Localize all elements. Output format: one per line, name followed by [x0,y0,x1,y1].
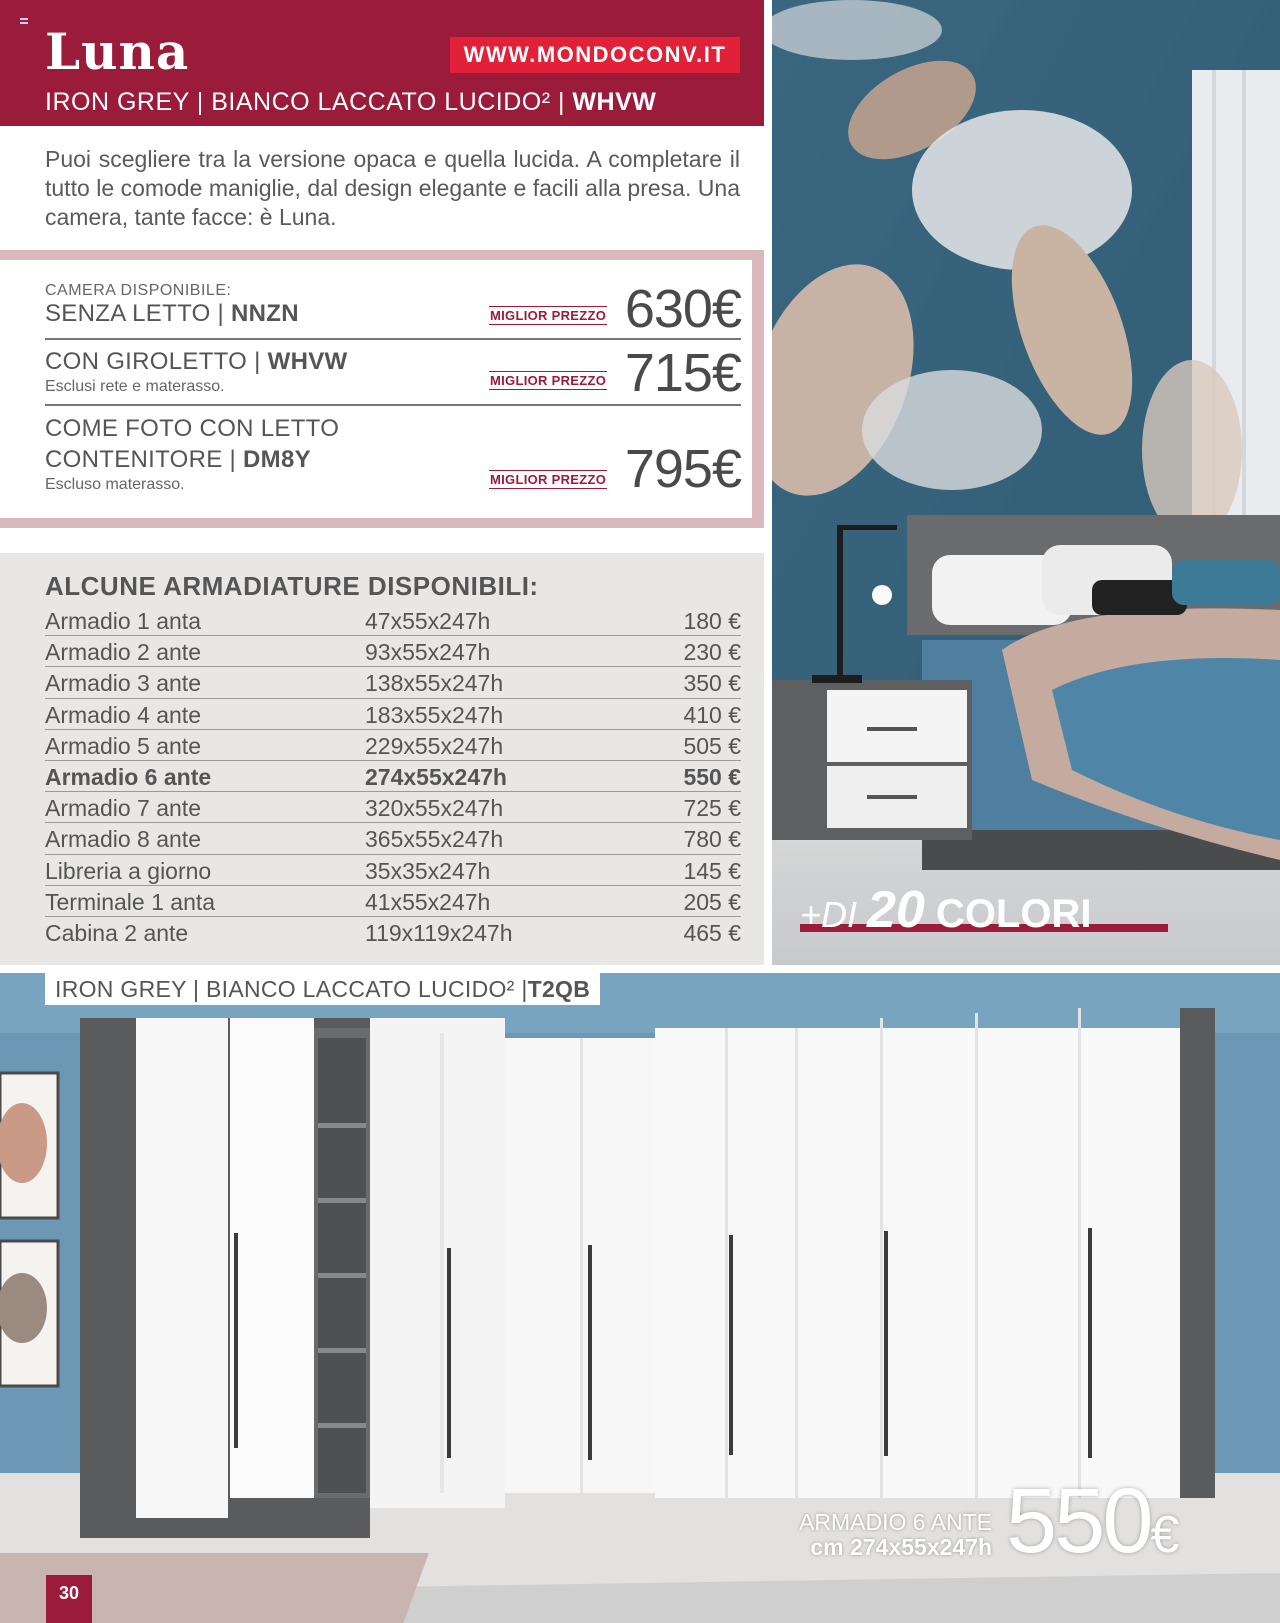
offer-name-text: CONTENITORE | [45,446,244,473]
best-price-tag: MIGLIOR PREZZO [490,373,607,388]
menu-icon [20,18,28,24]
finish-text: IRON GREY | BIANCO LACCATO LUCIDO² | [45,88,573,116]
row-size: 138x55x247h [365,670,504,697]
offer-code: NNZN [231,300,299,327]
wardrobe-list [0,553,764,965]
offer-row [45,343,741,406]
row-name: Armadio 2 ante [45,639,201,666]
table-row [45,730,741,761]
product-title: Luna [45,22,190,81]
page-number: 30 [46,1575,92,1623]
row-name: Armadio 5 ante [45,732,201,759]
promo-line1: ARMADIO 6 ANTE [799,1509,992,1535]
table-row-highlighted [45,761,741,792]
offer-name [45,300,299,328]
row-name: Libreria a giorno [45,857,212,884]
table-row [45,636,741,667]
wardrobe-table [45,605,741,948]
table-row [45,917,741,948]
offer-name [45,348,347,376]
bedroom-photo [772,0,1280,965]
row-price: 550 € [683,763,741,790]
offer-note: Esclusi rete e materasso. [45,378,225,395]
row-size: 229x55x247h [365,732,504,759]
offer-price: 715€ [624,343,741,403]
best-price-tag: MIGLIOR PREZZO [490,308,607,323]
offer-name-text: CON GIROLETTO | [45,348,268,375]
table-row [45,792,741,823]
table-row [45,823,741,854]
row-price: 505 € [683,732,741,759]
table-row [45,886,741,917]
row-name: Armadio 1 anta [45,608,201,634]
row-size: 93x55x247h [365,639,491,666]
offer-price: 795€ [624,439,741,499]
row-name: Cabina 2 ante [45,919,189,946]
offer-name-line2 [45,446,311,474]
colors-badge-text [800,880,1092,940]
wardrobe-finish-text: IRON GREY | BIANCO LACCATO LUCIDO² | [55,975,528,1002]
wardrobe-finish-code: T2QB [527,975,591,1002]
row-size: 47x55x247h [365,608,491,634]
offer-code: WHVW [267,348,348,375]
table-row [45,699,741,730]
table-row [45,855,741,886]
wardrobe-finish-label [45,973,600,1005]
price-box [0,250,764,528]
offer-code: DM8Y [243,446,311,473]
row-size: 183x55x247h [365,701,504,728]
promo-price-value: 550 [1006,1470,1151,1572]
row-size: 320x55x247h [365,795,504,822]
best-price-tag: MIGLIOR PREZZO [490,472,607,487]
row-size: 274x55x247h [365,763,507,790]
row-name: Armadio 3 ante [45,670,201,697]
colors-number: 20 [867,881,925,939]
wardrobe-list-title: ALCUNE ARMADIATURE DISPONIBILI: [45,571,539,601]
offer-name-text: SENZA LETTO | [45,300,232,327]
row-size: 35x35x247h [365,857,491,884]
product-description: Puoi scegliere tra la versione opaca e quella lucida. A completare il tutto le comode maniglie, dal design elegante e facili alla presa. Una camera, tante facce: è Luna. [45,146,740,230]
website-link[interactable]: WWW.MONDOCONV.IT [450,37,740,73]
available-label: CAMERA DISPONIBILE: [45,282,232,299]
promo-caption [700,1510,992,1560]
row-price: 725 € [683,795,741,822]
row-price: 780 € [683,826,741,853]
offer-name: COME FOTO CON LETTO [45,415,340,442]
offer-note: Escluso materasso. [45,476,185,493]
row-price: 180 € [683,608,741,634]
table-row [45,605,741,636]
row-price: 465 € [683,919,741,946]
row-name: Armadio 8 ante [45,826,201,853]
row-price: 230 € [683,639,741,666]
row-name: Armadio 6 ante [45,763,212,790]
row-price: 205 € [683,888,741,915]
row-size: 41x55x247h [365,888,491,915]
table-row [45,667,741,698]
row-size: 119x119x247h [365,919,513,946]
colors-word: COLORI [924,892,1092,936]
offer-row [45,415,741,499]
colors-prefix: +DI [800,894,868,935]
row-name: Terminale 1 anta [45,888,216,915]
promo-price-currency: € [1150,1506,1180,1564]
promo-line2: cm 274x55x247h [810,1534,992,1560]
row-size: 365x55x247h [365,826,504,853]
promo-price [1006,1470,1180,1581]
row-price: 145 € [683,857,741,884]
bedroom-illustration [772,0,1280,965]
row-name: Armadio 7 ante [45,795,201,822]
offer-row [45,279,741,340]
finish-code: WHVW [572,88,657,116]
row-name: Armadio 4 ante [45,701,201,728]
header-banner [0,0,764,126]
offer-price: 630€ [624,279,741,339]
product-finish [45,88,656,117]
row-price: 350 € [683,670,741,697]
row-price: 410 € [683,701,741,728]
